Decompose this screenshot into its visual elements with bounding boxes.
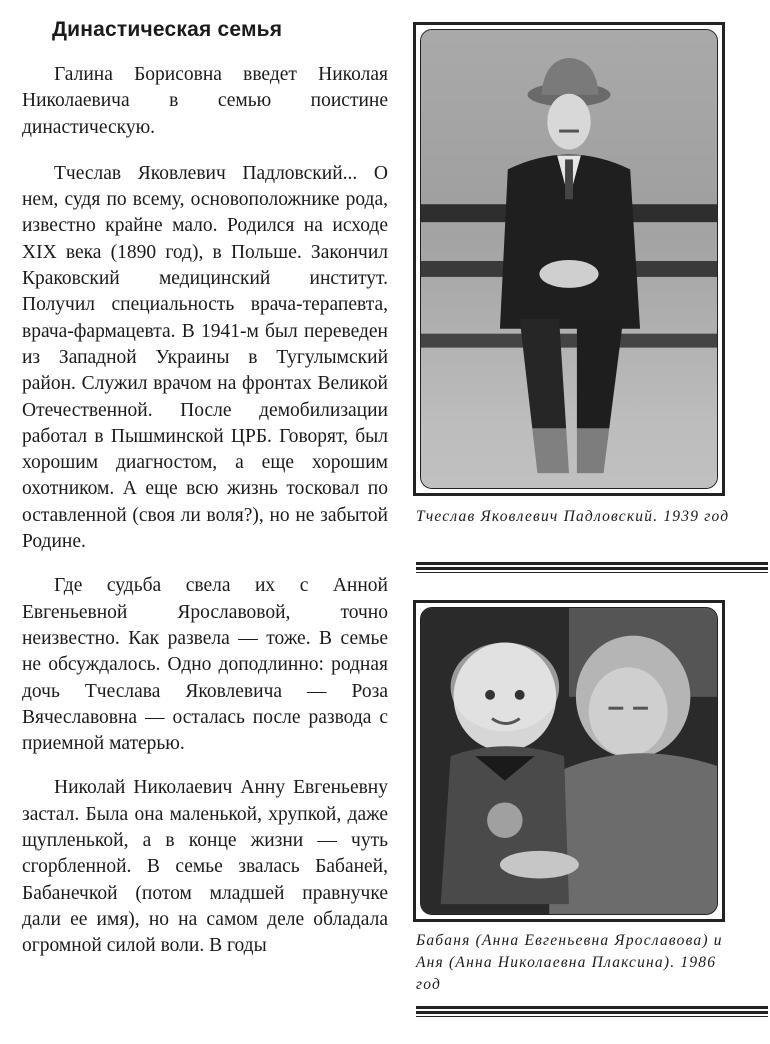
paragraph: Где судьба свела их с Анной Евгеньевной Ярославовой, точно неизвестно. Как развела — тоже. В семье не обсуждалось. Одно доподлинно: родная дочь Тчеслава Яковлевича — Роза Вячеславовна — осталась после развода с приемной матерью. [22,575,388,755]
photo-caption-2: Бабаня (Анна Евгеньевна Ярославова) и Аня (Анна Николаевна Плаксина). 1986 год [416,932,723,993]
photo-padlovsky-1939 [420,29,718,489]
paragraph: Тчеслав Яковлевич Падловский... О нем, судя по всему, основоположнике рода, известно крайне мало. Родился на исходе XIX века (1890 год), в Польше. Закончил Краковский медицинский институт. Получил специальность врача-терапевта, врача-фармацевта. В 1941-м был переведен из Западной Украины в Тугулымский район. Служил врачом на фронтах Великой Отечественной. После демобилизации работал в Пышминской ЦРБ. Говорят, был хорошим диагностом, а еще хорошим охотником. А еще всю жизнь тосковал по оставленной (своя ли воля?), но не забытой Родине. [22,162,388,553]
photo-image [421,608,717,914]
divider-1 [416,562,768,573]
photo-caption-1: Тчеслав Яковлевич Падловский. 1939 год [416,508,730,525]
paragraph: Николай Николаевич Анну Евгеньевну застал. Была она маленькой, хрупкой, даже щупленькой, а в конце жизни — чуть сгорбленной. В семье звалась Бабаней, Бабанечкой (потом младшей правнучке дали ее имя), но на самом деле обладала огромной силой воли. В годы [22,777,388,957]
photo-frame-grandmother [413,600,725,922]
photo-babanya-1986 [420,607,718,915]
article-body [22,62,388,978]
paragraph: Галина Борисовна введет Николая Николаевича в семью поистине династическую. [22,64,388,138]
divider-2 [416,1006,768,1017]
photo-frame-padlovsky [413,22,725,496]
section-heading: Династическая семья [52,18,283,41]
photo-image [421,30,717,488]
